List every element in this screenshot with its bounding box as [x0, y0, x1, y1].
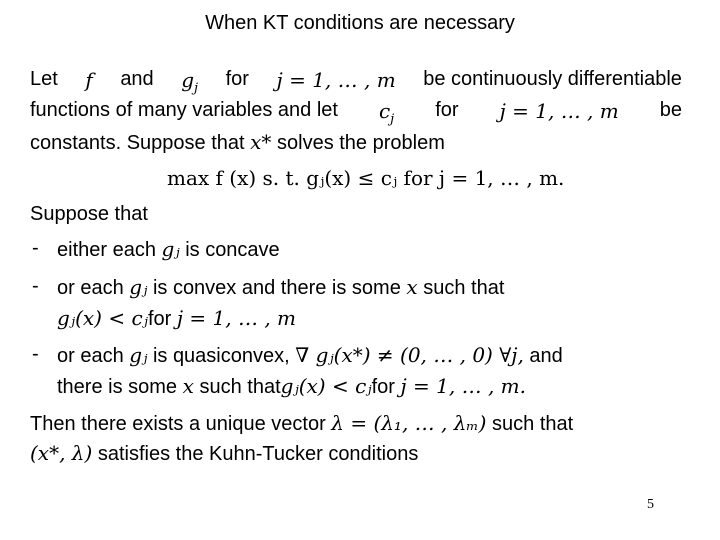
bullet-3-line1: or each gⱼ is quasiconvex, ∇ gⱼ(x*) ≠ (0, … , 0) ∀j, and	[57, 343, 563, 367]
para1-line3	[30, 130, 445, 155]
bullet-3-line2: there is some x such thatgⱼ(x) < cⱼfor j = 1, … , m.	[57, 374, 526, 398]
math-cj: $c_j$	[378, 99, 395, 127]
bullet-2-line2: gⱼ(x) < cⱼfor j = 1, … , m	[57, 306, 296, 330]
math-range-b3: j = 1, … , m.	[400, 374, 526, 398]
math-gj-b3: gⱼ	[129, 343, 148, 367]
suppose-heading: Suppose that	[30, 203, 148, 225]
math-range-b2: j = 1, … , m	[176, 306, 296, 330]
word-and: and	[120, 68, 154, 90]
bullet-2-line1: or each gⱼ is convex and there is some x such that	[57, 275, 505, 299]
math-cond-b3: gⱼ(x) < cⱼ	[280, 374, 372, 398]
para3-line1: Then there exists a unique vector λ = (λ₁, … , λₘ) such that	[30, 411, 574, 435]
page-number: 5	[647, 497, 654, 512]
math-range-2: j = 1, … , m	[499, 99, 619, 123]
problem-statement: max f (x) s. t. gⱼ(x) ≤ cⱼ for j = 1, … , m.	[167, 166, 565, 190]
math-x-b3: x	[182, 374, 194, 398]
line3-text: constants. Suppose that	[30, 132, 245, 154]
word-for-2: for	[435, 99, 459, 121]
slide-title: When KT conditions are necessary	[205, 12, 515, 34]
math-f: f	[85, 68, 93, 92]
para1-line1	[30, 68, 682, 96]
bullet-dash-3: -	[32, 343, 39, 365]
math-x-b2: x	[406, 275, 418, 299]
line1-tail: be continuously differentiable	[423, 68, 682, 90]
math-gj-b1: gⱼ	[161, 237, 180, 261]
para3-line2: (x*, λ) satisfies the Kuhn-Tucker conditions	[30, 441, 419, 465]
math-range: j = 1, … , m	[276, 68, 396, 92]
bullet-dash-1: -	[32, 237, 39, 259]
math-gj: $g_j$	[181, 68, 199, 96]
math-lambda: λ = (λ₁, … , λₘ)	[331, 411, 487, 435]
line3-tail: solves the problem	[277, 132, 445, 154]
bullet-dash-2: -	[32, 275, 39, 297]
word-be: be	[659, 99, 682, 121]
math-xstar: x*	[250, 130, 272, 154]
para1-line2	[30, 99, 682, 127]
word-for: for	[225, 68, 249, 90]
bullet-1: either each gⱼ is concave	[57, 237, 280, 261]
math-gj-b2: gⱼ	[129, 275, 148, 299]
math-pair: (x*, λ)	[30, 441, 93, 465]
math-grad-b3: ∇ gⱼ(x*) ≠ (0, … , 0) ∀j,	[295, 343, 524, 367]
math-cond-b2: gⱼ(x) < cⱼ	[57, 306, 148, 330]
word-let: Let	[30, 68, 58, 90]
line2-head: functions of many variables and let	[30, 99, 338, 121]
